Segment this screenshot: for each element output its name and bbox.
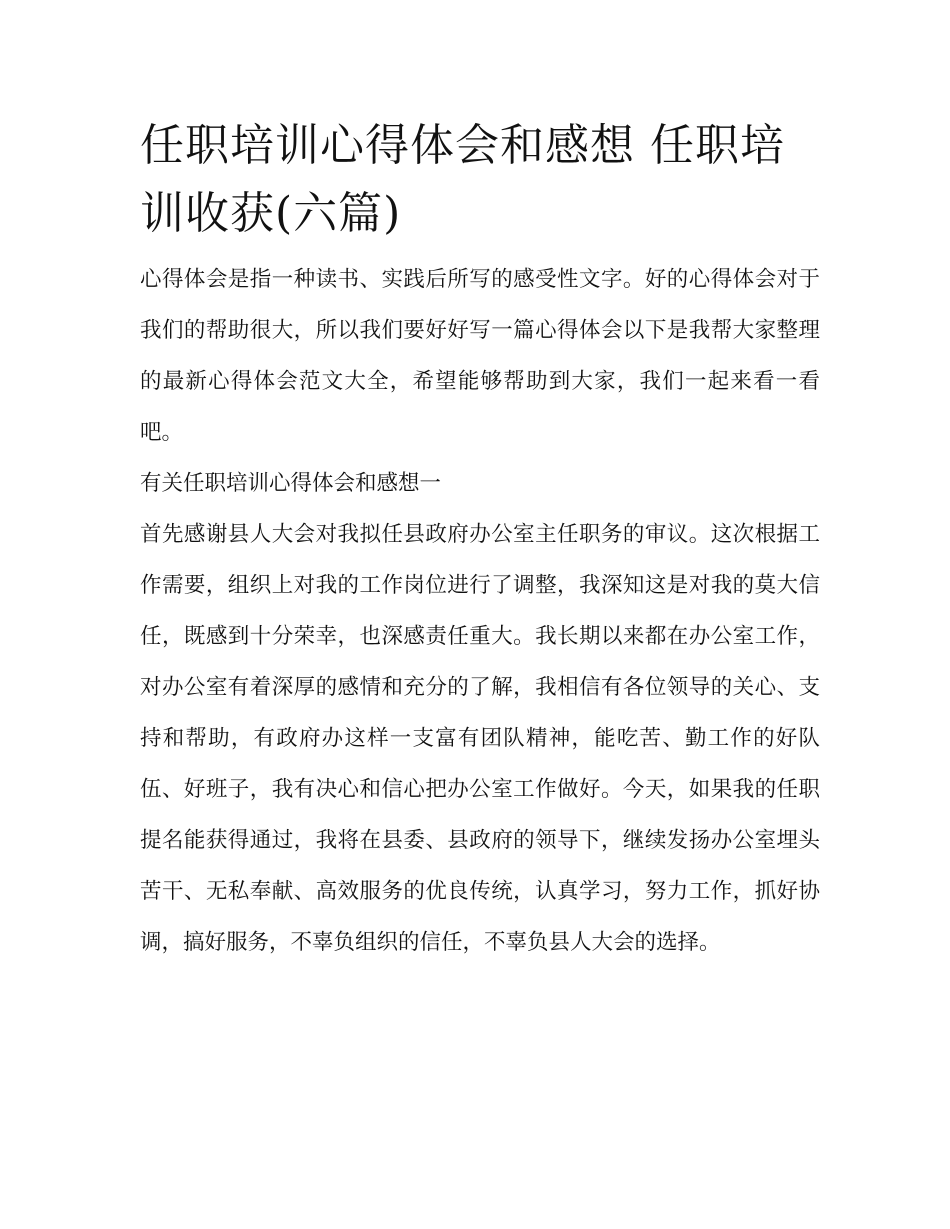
body-paragraph: 首先感谢县人大会对我拟任县政府办公室主任职务的审议。这次根据工作需要，组织上对我的工作岗位进行了调整，我深知这是对我的莫大信任，既感到十分荣幸，也深感责任重大。我长期以来都在办公室工作，对办公室有着深厚的感情和充分的了解，我相信有各位领导的关心、支持和帮助，有政府办这样一支富有团队精神，能吃苦、勤工作的好队伍、好班子，我有决心和信心把办公室工作做好。今天，如果我的任职提名能获得通过，我将在县委、县政府的领导下，继续发扬办公室埋头苦干、无私奉献、高效服务的优良传统，认真学习，努力工作，抓好协调，搞好服务，不辜负组织的信任，不辜负县人大会的选择。 — [140, 522, 820, 955]
intro-paragraph: 心得体会是指一种读书、实践后所写的感受性文字。好的心得体会对于我们的帮助很大，所以我们要好好写一篇心得体会以下是我帮大家整理的最新心得体会范文大全，希望能够帮助到大家，我们一起来看一看吧。 — [140, 267, 820, 445]
document-title: 任职培训心得体会和感想 任职培训收获(六篇) — [140, 120, 785, 239]
document-content — [140, 112, 820, 968]
section-heading: 有关任职培训心得体会和感想一 — [140, 471, 442, 496]
